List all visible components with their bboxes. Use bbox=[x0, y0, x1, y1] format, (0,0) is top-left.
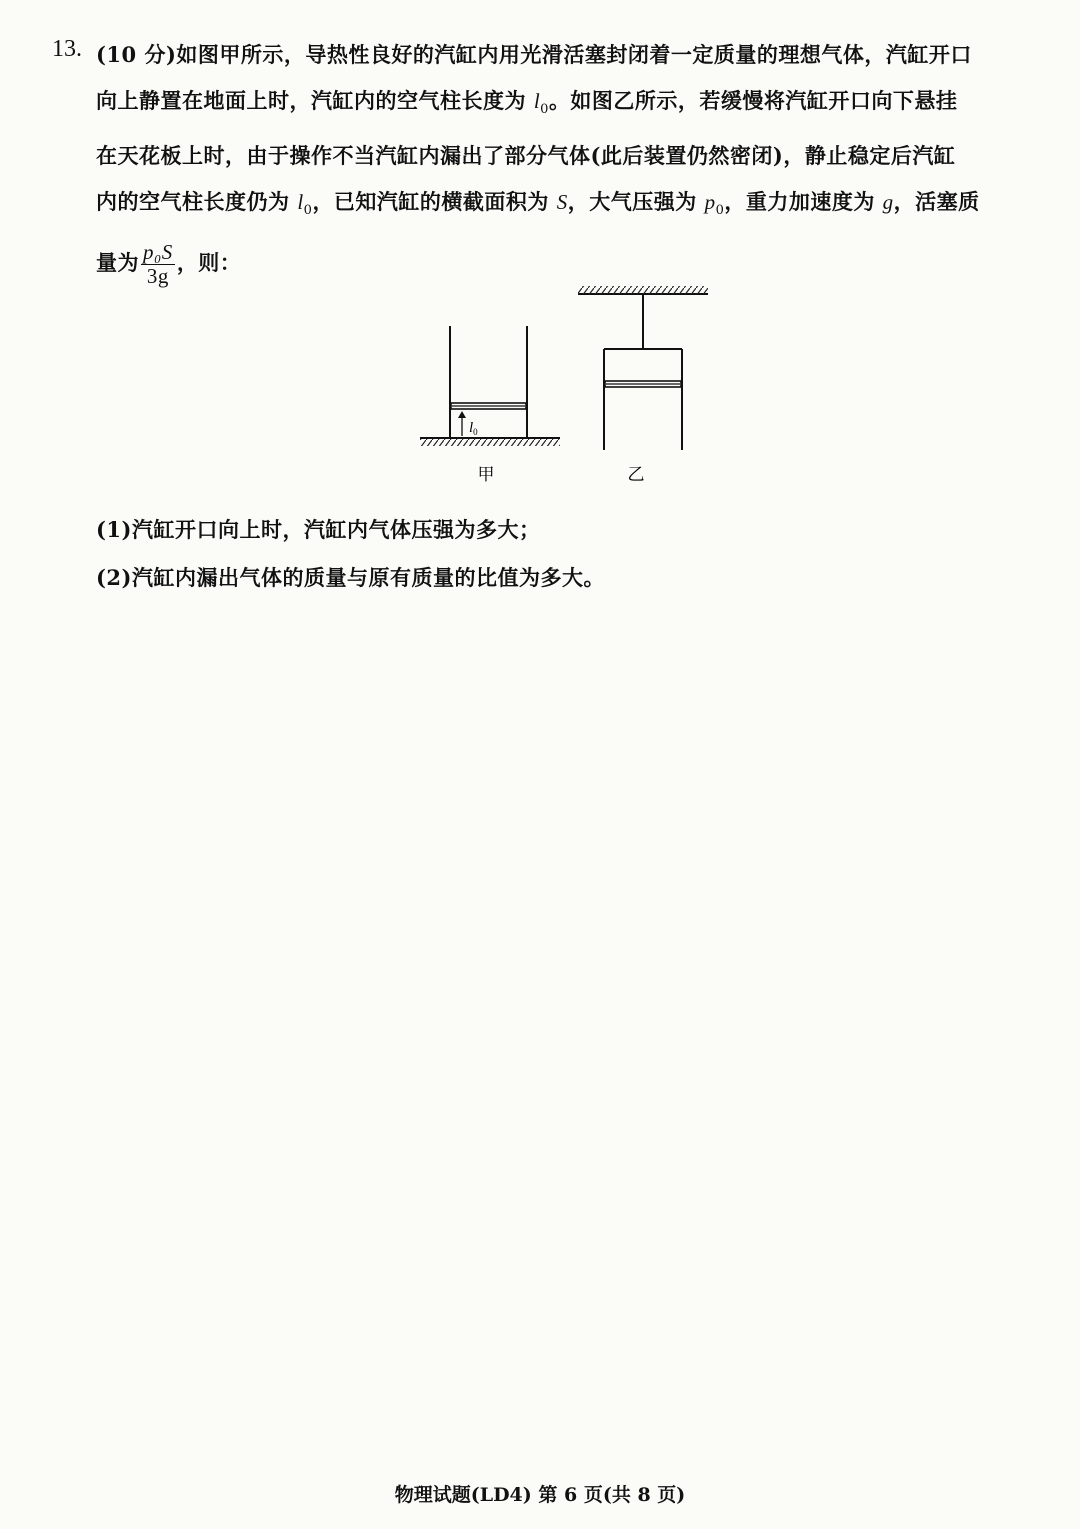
figure-yi bbox=[578, 286, 708, 485]
cylinder-diagram bbox=[0, 0, 1080, 500]
ceiling-hatch bbox=[578, 286, 708, 294]
label-yi: 乙 bbox=[627, 465, 645, 485]
question-line-4: 内的空气柱长度仍为 $l_0$，已知汽缸的横截面积为 S，大气压强为 $p_0$，重力加速度为 g，活塞质 bbox=[96, 189, 980, 219]
page-footer: 物理试题(LD4) 第 6 页(共 8 页) bbox=[394, 1484, 686, 1506]
question-line-2: 向上静置在地面上时，汽缸内的空气柱长度为 $l_0$。如图乙所示，若缓慢将汽缸开口向下悬挂 bbox=[96, 88, 958, 118]
figure-jia bbox=[420, 326, 560, 485]
question-line-3: 在天花板上时，由于操作不当汽缸内漏出了部分气体(此后装置仍然密闭)，静止稳定后汽缸 bbox=[96, 143, 956, 169]
l0-label: $l_0$ bbox=[469, 420, 478, 437]
piston-mass-fraction: $\frac{\text{p₀S}}{3g}$ bbox=[143, 240, 173, 289]
subquestion-1: (1)汽缸开口向上时，汽缸内气体压强为多大； bbox=[96, 517, 541, 542]
ground-hatch bbox=[420, 438, 560, 446]
question-number: 13. bbox=[52, 36, 82, 62]
label-jia: 甲 bbox=[477, 465, 495, 485]
question-score: (10 分) bbox=[96, 42, 177, 67]
subquestion-2: (2)汽缸内漏出气体的质量与原有质量的比值为多大。 bbox=[96, 565, 605, 590]
question-line-1: (10 分)如图甲所示，导热性良好的汽缸内用光滑活塞封闭着一定质量的理想气体，汽缸开口 bbox=[96, 42, 972, 67]
question-line-5: 量为 $\frac{\text{p₀S}}{3g}$ ，则： bbox=[96, 240, 242, 289]
l0-arrowhead bbox=[458, 411, 466, 418]
